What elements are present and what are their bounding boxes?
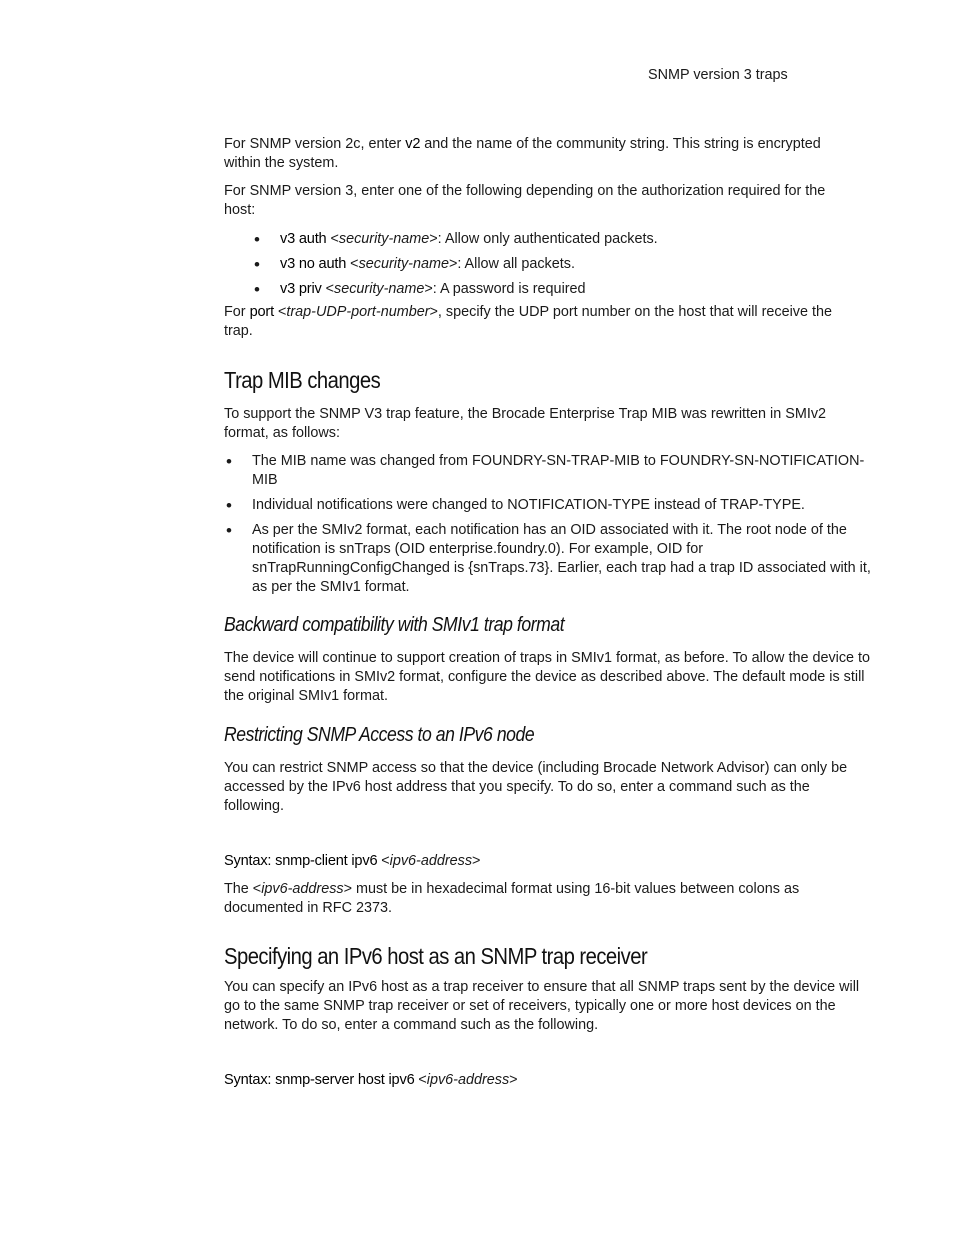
v2-text-pre: For SNMP version 2c, enter xyxy=(224,136,406,152)
trap-receiver-syntax: Syntax: snmp-server host ipv6 <ipv6-address> xyxy=(224,1072,518,1088)
trap-mib-list xyxy=(224,452,874,597)
trap-receiver-heading: Specifying an IPv6 host as an SNMP trap receiver xyxy=(224,943,648,969)
restrict-note: The <ipv6-address> must be in hexadecimal format using 16-bit values between colons as documented in RFC 2373. xyxy=(224,881,800,916)
list-item: • Individual notifications were changed to NOTIFICATION-TYPE instead of TRAP-TYPE. xyxy=(224,496,874,515)
v2-keyword: v2 xyxy=(405,136,421,152)
trap-mib-heading: Trap MIB changes xyxy=(224,367,381,393)
restrict-heading: Restricting SNMP Access to an IPv6 node xyxy=(224,724,535,746)
running-header: SNMP version 3 traps xyxy=(648,67,788,83)
list-item: • v3 auth <security-name>: Allow only authenticated packets. xyxy=(224,227,874,252)
v3-options-list xyxy=(224,227,874,302)
trap-receiver-body: You can specify an IPv6 host as a trap receiver to ensure that all SNMP traps sent by the device will go to the same SNMP trap receiver or set of receivers, typically one or more host devices on the network. To do so, enter a command such as the following. xyxy=(224,979,860,1033)
backward-compat-heading: Backward compatibility with SMIv1 trap format xyxy=(224,614,565,636)
list-item: • v3 priv <security-name>: A password is required xyxy=(224,277,874,302)
v2-paragraph xyxy=(224,135,844,173)
page-content xyxy=(224,135,874,1090)
backward-compat-body: The device will continue to support creation of traps in SMIv1 format, as before. To allow the device to send notifications in SMIv2 format, configure the device as described above. The default mode is still the original SMIv1 format. xyxy=(224,650,871,704)
trap-mib-intro: To support the SNMP V3 trap feature, the Brocade Enterprise Trap MIB was rewritten in SMIv2 format, as follows: xyxy=(224,406,827,441)
list-item: • As per the SMIv2 format, each notification has an OID associated with it. The root node of the notification is snTraps (OID enterprise.foundry.0). For example, OID for snTrapRunningConfigChanged is {snTraps.73}. Earlier, each trap had a trap ID associated with it, as per the SMIv1 format. xyxy=(224,521,874,597)
list-item: • The MIB name was changed from FOUNDRY-SN-TRAP-MIB to FOUNDRY-SN-NOTIFICATION-MIB xyxy=(224,452,874,490)
list-item: • v3 no auth <security-name>: Allow all packets. xyxy=(224,252,874,277)
v2-text-post: and the name of the community string. This string is encrypted within the system. xyxy=(224,136,821,171)
v3-paragraph: For SNMP version 3, enter one of the following depending on the authorization required for the host: xyxy=(224,183,826,218)
restrict-syntax: Syntax: snmp-client ipv6 <ipv6-address> xyxy=(224,853,481,869)
port-paragraph: For port <trap-UDP-port-number>, specify the UDP port number on the host that will receive the trap. xyxy=(224,304,832,339)
restrict-body: You can restrict SNMP access so that the device (including Brocade Network Advisor) can only be accessed by the IPv6 host address that you specify. To do so, enter a command such as the following. xyxy=(224,760,848,814)
